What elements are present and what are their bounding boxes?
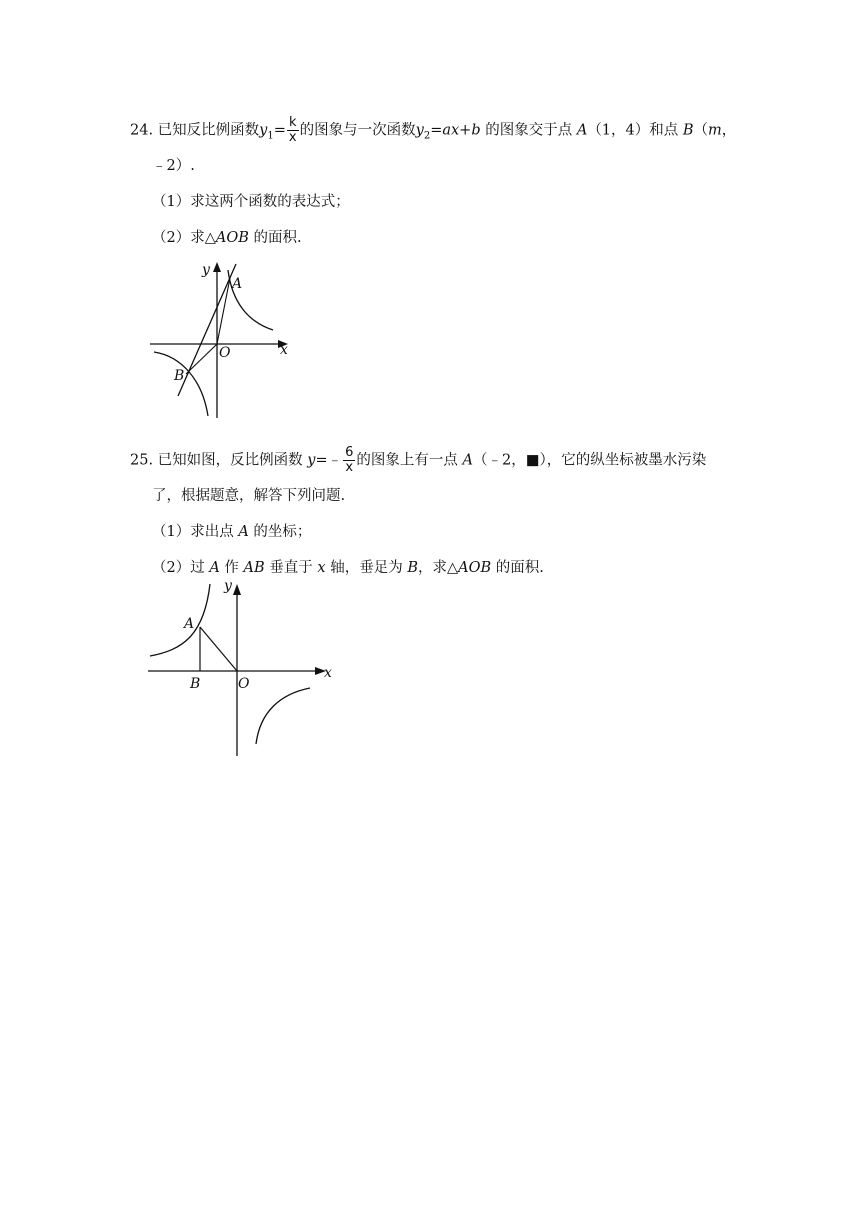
q25-sub-2: （2）过 A 作 AB 垂直于 x 轴，垂足为 B，求△AOB 的面积. (152, 560, 544, 576)
q25-label-B: B (190, 676, 201, 692)
q25-y-arrow-icon (233, 584, 241, 595)
q25-label-O: O (238, 676, 250, 692)
q24-figure (148, 256, 298, 421)
q24-label-O: O (219, 345, 231, 361)
q25-label-y: y (224, 578, 232, 594)
q25-label-A: A (184, 616, 195, 632)
q24-label-y: y (202, 262, 210, 278)
q25-hyperbola-branch-q4 (256, 688, 310, 744)
q25-hyperbola-branch-q2 (150, 584, 210, 656)
q24-line-2: ﹣2）. (152, 158, 195, 174)
q25-line-2: 了，根据题意，解答下列问题. (152, 488, 346, 504)
q24-sub-2: （2）求△AOB 的面积. (152, 230, 302, 246)
q24-label-B: B (174, 368, 185, 384)
q24-segment-OA (217, 278, 230, 344)
q24-segment-OB (186, 344, 217, 374)
q24-label-x: x (280, 342, 288, 358)
q24-hyperbola-branch-q3 (154, 352, 208, 416)
q24-label-A: A (232, 276, 243, 292)
q25-sub-1: （1）求出点 A 的坐标； (152, 524, 312, 540)
q25-figure (146, 578, 346, 758)
q24-linear-line (178, 264, 236, 396)
q25-segment-AO (200, 627, 237, 671)
q25-fraction-6-over-x: $\frac{6}{x}$ (345, 445, 354, 475)
q24-y-arrow-icon (213, 262, 221, 272)
q25-label-x: x (324, 665, 332, 681)
q25-number: 25. (130, 452, 154, 469)
q24-fraction-k-over-x: $\frac{k}{x}$ (288, 115, 297, 145)
q24-number: 24. (130, 122, 154, 139)
q25-line-1: 25. 已知如图，反比例函数 y=﹣ $\frac{6}{x}$ 的图象上有一点 A（﹣2，■），它的纵坐标被墨水污染 (130, 445, 707, 475)
q24-sub-1: （1）求这两个函数的表达式； (152, 194, 350, 210)
q24-line-1: 24. 已知反比例函数$y_1=$ $\frac{k}{x}$ 的图象与一次函数$y_2=ax+b$ 的图象交于点 A（1，4）和点 B（m， (130, 115, 737, 145)
